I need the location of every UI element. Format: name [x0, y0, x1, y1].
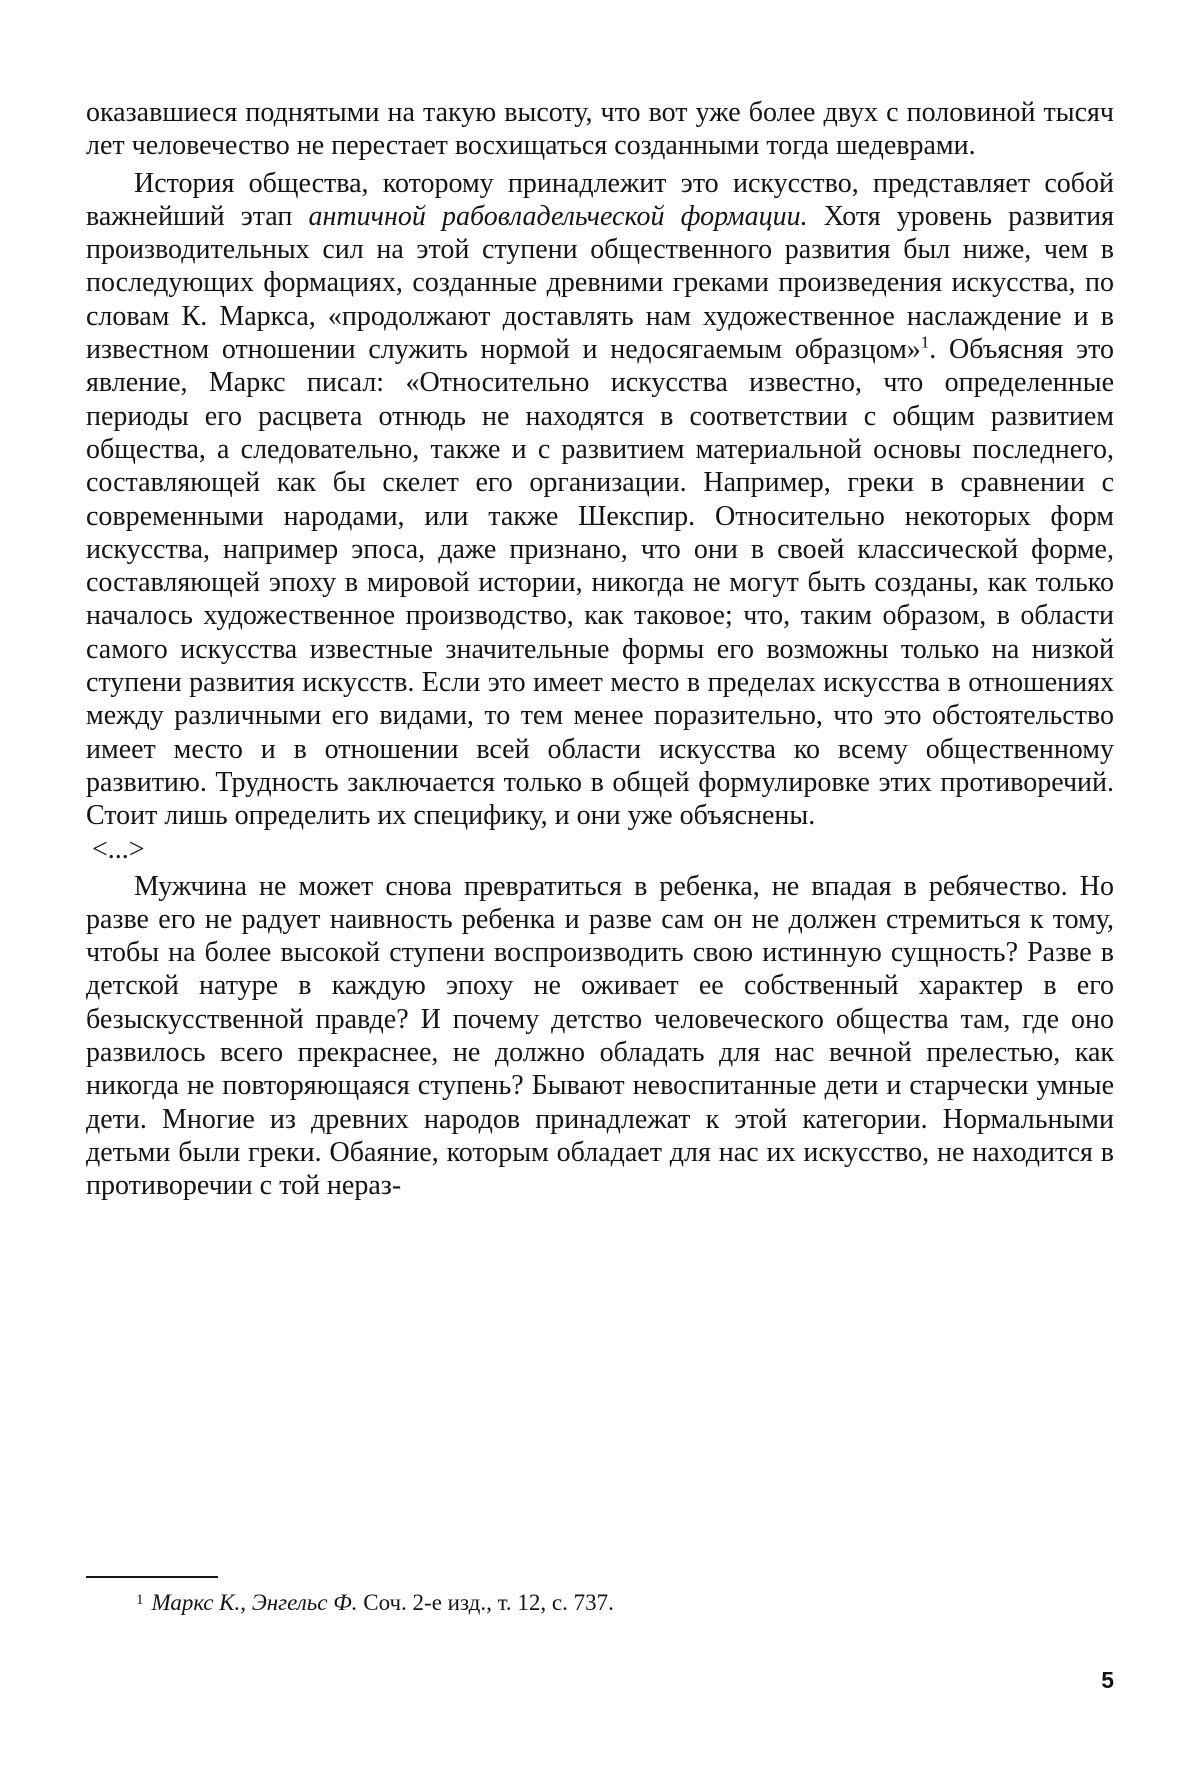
paragraph-childhood: Мужчина не может снова превратиться в ребенка, не впадая в ребячество. Но разве его не радует наивность ребенка и разве сам он не должен стремиться к тому, чтобы на более высокой ступени воспроизводить свою истинную сущность? Разве в детской натуре в каждую эпоху не оживает ее собственный характер в его безыскусственной правде? И почему детство человеческого общества там, где оно развилось всего прекраснее, не должно обладать для нас вечной прелестью, как никогда не повторяющаяся ступень? Бывают невоспитанные дети и старчески умные дети. Многие из древних народов принадлежат к этой категории. Нормальными детьми были греки. Обаяние, которым обладает для нас их искусство, не находится в противоречии с той нераз- — [86, 870, 1114, 1202]
paragraph-text: История общества, которому принадлежит это искусство, представляет собой важнейший этап — [86, 167, 1114, 232]
paragraph-text: . Объясняя это явление, Маркс писал: «Относительно искусства известно, что определенные периоды его расцвета отнюдь не находятся в соответствии с общим развитием общества, а следовательно, также и с развитием материальной основы последнего, составляющей как бы скелет его организации. Например, греки в сравнении с современными народами, или также Шекспир. Относительно некоторых форм искусства, например эпоса, даже признано, что они в своей классической форме, составляющей эпоху в мировой истории, никогда не могут быть созданы, как только началось художественное производство, как таковое; что, таким образом, в области самого искусства известные значительные формы его возможны только на низкой ступени развития искусств. Если это имеет место в пределах искусства в отношениях между различными его видами, то тем менее поразительно, что это обстоятельство имеет место и в отношении всей области искусства ко всему общественному развитию. Трудность заключается только в общей формулировке этих противоречий. Стоит лишь определить их специфику, и они уже объяснены. — [86, 334, 1114, 832]
footnote-source: Соч. 2-е изд., т. 12, с. 737. — [357, 1590, 614, 1615]
omission-mark: <...> — [92, 833, 145, 865]
page-body — [86, 96, 1114, 1203]
paragraph-history — [86, 167, 1114, 833]
footnote-mark: 1 — [136, 1592, 144, 1608]
footnote — [136, 1590, 614, 1616]
footnote-authors: Маркс К., Энгельс Ф. — [151, 1590, 358, 1615]
paragraph-continuation: оказавшиеся поднятыми на такую высоту, что вот уже более двух с половиной тысяч лет человечество не перестает восхищаться созданными тогда шедеврами. — [86, 97, 1114, 162]
italic-term: античной рабовладельческой формации. — [308, 200, 808, 232]
footnote-divider — [86, 1576, 218, 1578]
paragraph-text: Хотя уровень развития производительных сил на этой ступени общественного развития был ниже, чем в последующих формациях, созданные древними греками произведения искусства, по словам К. Маркса, «продолжают доставлять нам художественное наслаждение и в известном отношении служить нормой и недосягаемым образцом» — [86, 200, 1114, 366]
footnote-reference: 1 — [920, 332, 930, 352]
page-number: 5 — [1101, 1667, 1114, 1693]
